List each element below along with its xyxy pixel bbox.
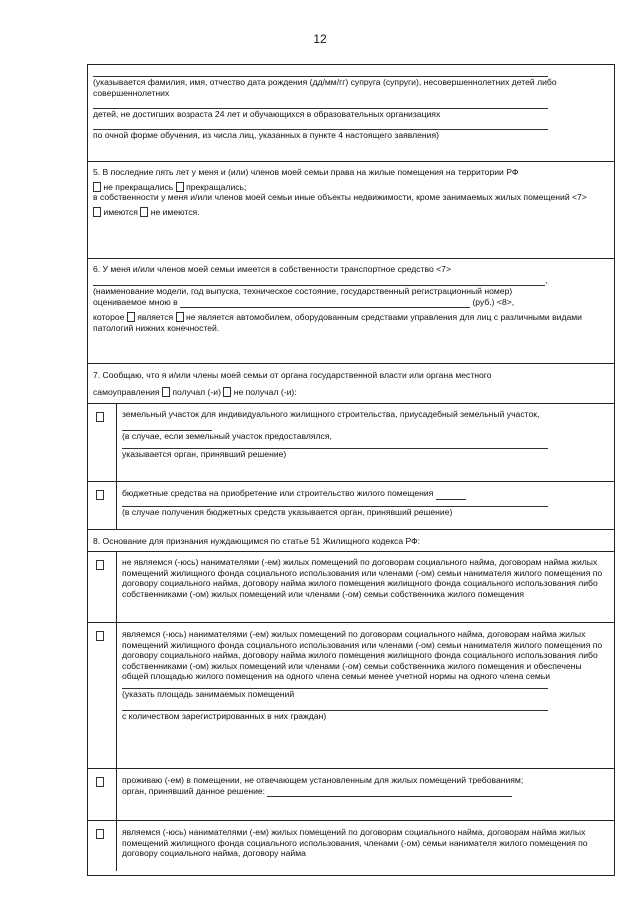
checkbox-stopped[interactable] <box>176 182 184 192</box>
area-line[interactable] <box>122 682 548 689</box>
valued-prefix: оцениваемое мною в <box>93 296 178 307</box>
basis-item-4 <box>88 821 614 871</box>
label-not-stopped: не прекращались <box>103 181 174 192</box>
family-members-block <box>88 65 614 162</box>
checkbox-have[interactable] <box>93 207 101 217</box>
label-is-not: не является автомобилем, оборудованным средствами управления для лиц с различными видами патологий нижних конечностей. <box>93 312 582 333</box>
vehicle-field[interactable] <box>93 274 548 287</box>
section-5-title: 5. В последние пять лет у меня и (или) членов моей семьи права на жилые помещения на территории РФ <box>93 167 519 177</box>
family-note-3: по очной форме обучения, из числа лиц, указанных в пункте 4 настоящего заявления) <box>93 129 439 140</box>
comma: , <box>545 274 548 285</box>
land-plot-note-2: указывается орган, принявший решение) <box>122 448 287 459</box>
valuation-field[interactable] <box>180 297 470 309</box>
valued-suffix: (руб.) <8>, <box>472 296 515 307</box>
label-not-received: не получал (-и): <box>233 386 297 397</box>
land-plot-text <box>122 409 608 431</box>
basis-2-text: являемся (-юсь) нанимателями (-ем) жилых помещений по договорам социального найма, договорам найма жилых помещений жилищного фонда социального использования или членами (-ом) семьи нанимателя жилого помещения по договору социального найма, договору найма жилого помещения жилищного фонда социального использования либо собственниками (-ом) жилых помещений или членами (-ом) семьи собственника жилого помещения и обеспечены общей площадью жилого помещения на одного члена семьи менее учетной нормы на одного члена семьи <box>122 629 603 682</box>
checkbox-received[interactable] <box>162 387 170 397</box>
section-7-options <box>93 387 608 398</box>
checkbox-basis-3[interactable] <box>96 777 104 787</box>
property-options <box>93 207 608 218</box>
valuation-row <box>93 297 608 309</box>
section-7-title-1: 7. Сообщаю, что я и/или члены моей семьи от органа государственной власти или органа местного <box>93 370 492 380</box>
vehicle-options <box>93 312 608 333</box>
basis-2-note-2: с количеством зарегистрированных в них граждан) <box>122 710 327 721</box>
section-5 <box>88 162 614 259</box>
checkbox-not-stopped[interactable] <box>93 182 101 192</box>
family-member-line[interactable] <box>93 98 548 109</box>
checkbox-not-received[interactable] <box>223 387 231 397</box>
section-6-title: 6. У меня и/или членов моей семьи имеется в собственности транспортное средство <7> <box>93 264 451 274</box>
rights-options <box>93 182 608 193</box>
basis-3-org-row <box>122 786 608 798</box>
basis-3-org-field[interactable] <box>267 786 512 798</box>
section-8-header <box>88 530 614 552</box>
budget-text <box>122 488 608 500</box>
checkbox-basis-2[interactable] <box>96 631 104 641</box>
label-have-not: не имеются. <box>150 206 200 217</box>
budget-label: бюджетные средства на приобретение или строительство жилого помещения <box>122 488 434 498</box>
application-form <box>87 64 615 876</box>
budget-line[interactable] <box>122 500 548 507</box>
section-7-header <box>88 364 614 404</box>
checkbox-basis-4[interactable] <box>96 829 104 839</box>
basis-2-note-1: (указать площадь занимаемых помещений <box>122 688 295 699</box>
basis-3-text: проживаю (-ем) в помещении, не отвечающем установленным для жилых помещений требованиям; <box>122 775 524 785</box>
land-plot-field[interactable] <box>122 420 212 432</box>
vehicle-line-row <box>93 275 608 287</box>
basis-4-text: являемся (-юсь) нанимателями (-ем) жилых помещений по договорам социального найма, договорам найма жилых помещений жилищного фонда социального использования, членами (-ом) семьи нанимателя жилого помещения по договору социального найма, договору найма <box>122 827 588 859</box>
basis-1-text: не являемся (-юсь) нанимателями (-ем) жилых помещений по договорам социального найма, договорам найма жилых помещений жилищного фонда социального использования или членами (-ом) семьи нанимателя жилого помещения по договору социального найма, договору найма жилого помещения жилищного фонда социального использования либо собственниками (-ом) жилых помещений или членами (-ом) семьи собственника жилого помещения <box>122 557 603 599</box>
registered-line[interactable] <box>122 700 548 711</box>
checkbox-have-not[interactable] <box>140 207 148 217</box>
budget-funds-row <box>88 482 614 530</box>
basis-item-2 <box>88 623 614 769</box>
land-plot-row <box>88 404 614 482</box>
checkbox-land-plot[interactable] <box>96 412 104 422</box>
budget-note: (в случае получения бюджетных средств указывается орган, принявший решение) <box>122 506 453 517</box>
label-is: является <box>137 312 174 323</box>
page-number: 12 <box>313 32 327 46</box>
family-member-line[interactable] <box>93 68 548 77</box>
vehicle-note: (наименование модели, год выпуска, техническое состояние, государственный регистрационный номер) <box>93 286 513 297</box>
label-stopped: прекращались; <box>186 181 247 192</box>
section-6 <box>88 259 614 364</box>
land-plot-label: земельный участок для индивидуального жилищного строительства, приусадебный земельный участок, <box>122 409 540 419</box>
section-7-title-2: самоуправления <box>93 386 160 397</box>
section-5-text: в собственности у меня и/или членов моей семьи иные объекты недвижимости, кроме занимаемых жилых помещений <7> <box>93 192 587 203</box>
basis-item-1 <box>88 552 614 623</box>
checkbox-is-not[interactable] <box>176 312 184 322</box>
family-member-line[interactable] <box>93 120 548 130</box>
land-plot-line[interactable] <box>122 442 548 449</box>
budget-field[interactable] <box>436 488 466 500</box>
which-label: которое <box>93 312 125 323</box>
land-plot-note-1: (в случае, если земельный участок предоставлялся, <box>122 431 332 442</box>
checkbox-budget-funds[interactable] <box>96 490 104 500</box>
label-have: имеются <box>103 206 138 217</box>
basis-item-3 <box>88 769 614 821</box>
family-note-2: детей, не достигших возраста 24 лет и обучающихся в образовательных организациях <box>93 109 441 120</box>
basis-3-org-label: орган, принявший данное решение: <box>122 785 266 796</box>
section-8-title: 8. Основание для признания нуждающимся по статье 51 Жилищного кодекса РФ: <box>93 536 421 546</box>
checkbox-is[interactable] <box>127 312 135 322</box>
label-received: получал (-и) <box>172 386 221 397</box>
family-note-1: (указывается фамилия, имя, отчество дата рождения (дд/мм/гг) супруга (супруги), несовершеннолетних детей либо совершеннолетних <box>93 77 557 98</box>
checkbox-basis-1[interactable] <box>96 560 104 570</box>
